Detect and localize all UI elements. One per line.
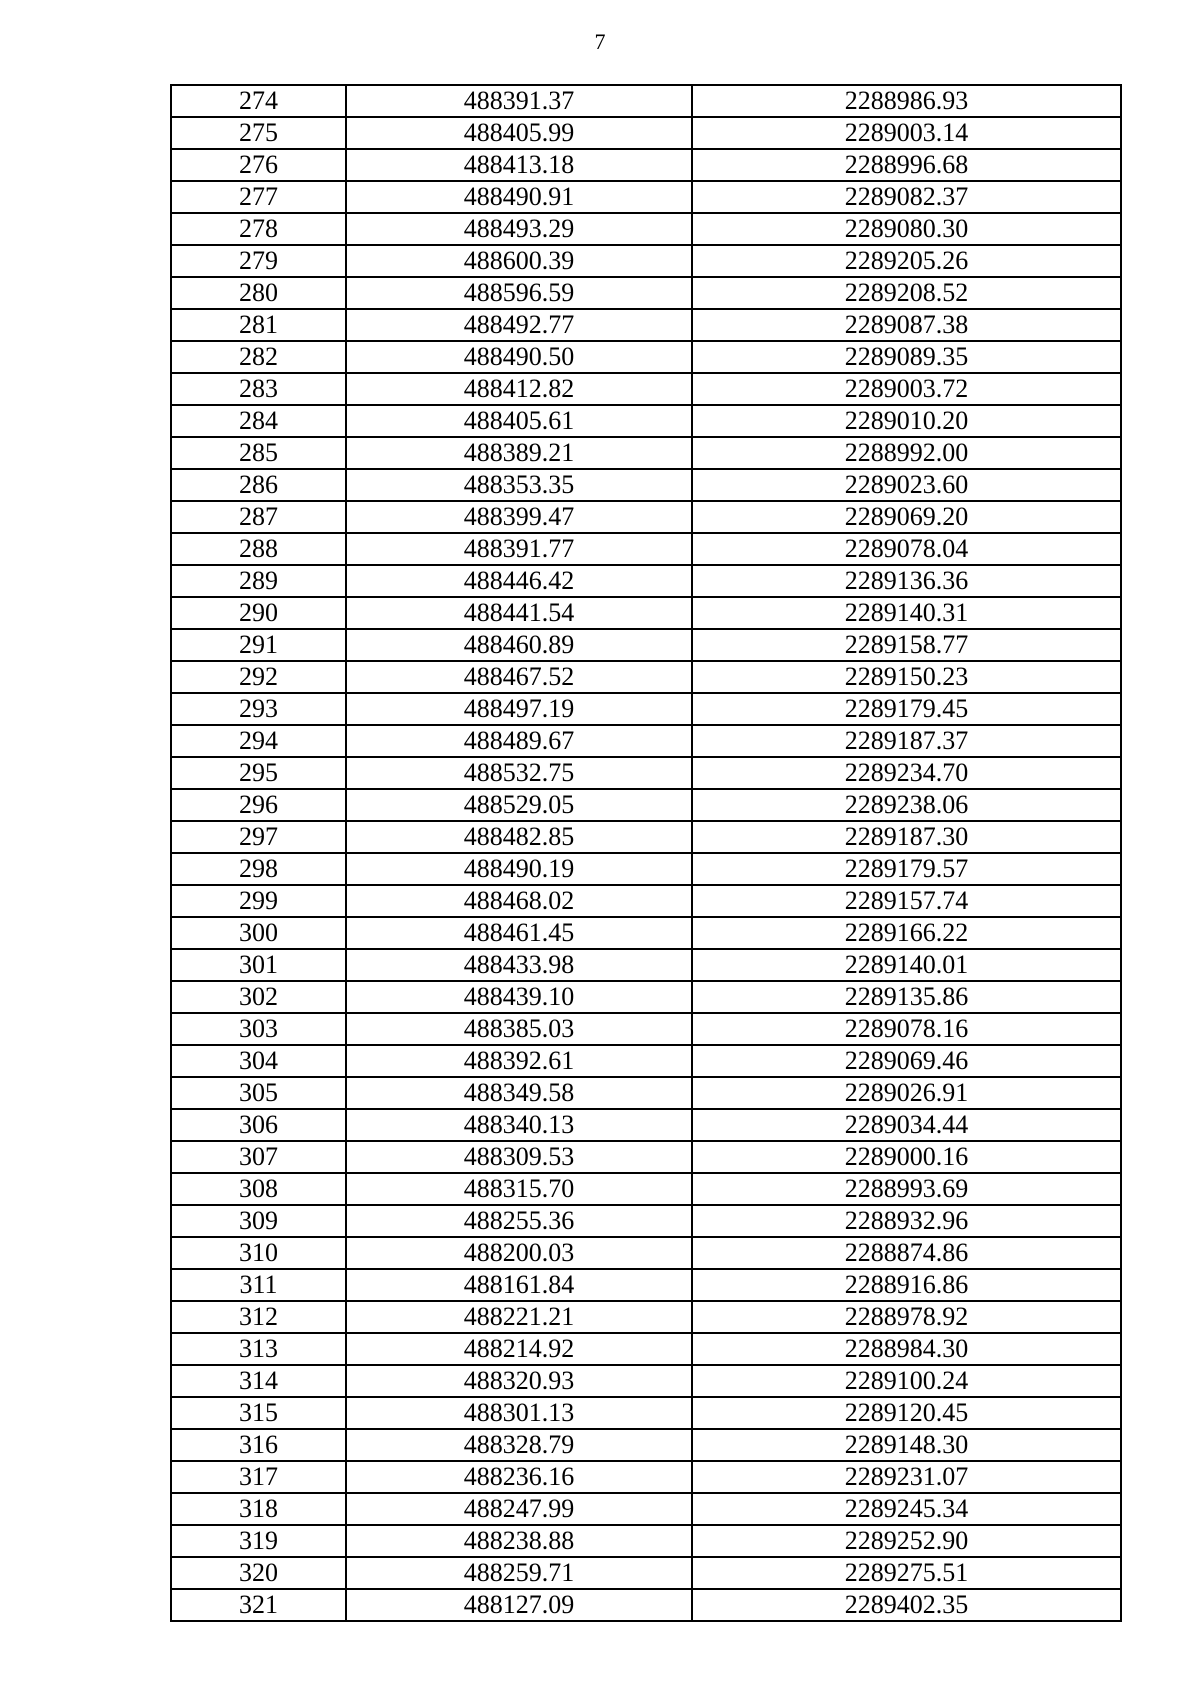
point-number-cell: 284 bbox=[171, 405, 346, 437]
x-coordinate-cell: 488389.21 bbox=[346, 437, 692, 469]
y-coordinate-cell: 2288993.69 bbox=[692, 1173, 1121, 1205]
table-row bbox=[171, 1269, 1121, 1301]
point-number-cell: 312 bbox=[171, 1301, 346, 1333]
y-coordinate-cell: 2289140.31 bbox=[692, 597, 1121, 629]
y-coordinate-cell: 2288996.68 bbox=[692, 149, 1121, 181]
x-coordinate-cell: 488315.70 bbox=[346, 1173, 692, 1205]
point-number-cell: 296 bbox=[171, 789, 346, 821]
x-coordinate-cell: 488340.13 bbox=[346, 1109, 692, 1141]
x-coordinate-cell: 488468.02 bbox=[346, 885, 692, 917]
point-number-cell: 318 bbox=[171, 1493, 346, 1525]
table-row bbox=[171, 565, 1121, 597]
y-coordinate-cell: 2289100.24 bbox=[692, 1365, 1121, 1397]
table-row bbox=[171, 1397, 1121, 1429]
point-number-cell: 291 bbox=[171, 629, 346, 661]
table-row bbox=[171, 85, 1121, 117]
point-number-cell: 283 bbox=[171, 373, 346, 405]
table-row bbox=[171, 725, 1121, 757]
y-coordinate-cell: 2288978.92 bbox=[692, 1301, 1121, 1333]
point-number-cell: 304 bbox=[171, 1045, 346, 1077]
x-coordinate-cell: 488349.58 bbox=[346, 1077, 692, 1109]
coordinates-table bbox=[170, 84, 1122, 1622]
x-coordinate-cell: 488532.75 bbox=[346, 757, 692, 789]
y-coordinate-cell: 2289150.23 bbox=[692, 661, 1121, 693]
y-coordinate-cell: 2289078.16 bbox=[692, 1013, 1121, 1045]
point-number-cell: 316 bbox=[171, 1429, 346, 1461]
table-row bbox=[171, 1365, 1121, 1397]
coordinates-table-body bbox=[171, 85, 1121, 1621]
point-number-cell: 321 bbox=[171, 1589, 346, 1621]
table-row bbox=[171, 597, 1121, 629]
page-number: 7 bbox=[594, 29, 606, 54]
table-row bbox=[171, 789, 1121, 821]
y-coordinate-cell: 2289245.34 bbox=[692, 1493, 1121, 1525]
y-coordinate-cell: 2289120.45 bbox=[692, 1397, 1121, 1429]
table-row bbox=[171, 181, 1121, 213]
x-coordinate-cell: 488439.10 bbox=[346, 981, 692, 1013]
x-coordinate-cell: 488497.19 bbox=[346, 693, 692, 725]
table-row bbox=[171, 1493, 1121, 1525]
table-row bbox=[171, 1013, 1121, 1045]
point-number-cell: 317 bbox=[171, 1461, 346, 1493]
table-row bbox=[171, 437, 1121, 469]
table-row bbox=[171, 949, 1121, 981]
table-row bbox=[171, 1301, 1121, 1333]
table-row bbox=[171, 117, 1121, 149]
table-row bbox=[171, 373, 1121, 405]
y-coordinate-cell: 2289010.20 bbox=[692, 405, 1121, 437]
x-coordinate-cell: 488214.92 bbox=[346, 1333, 692, 1365]
table-row bbox=[171, 629, 1121, 661]
y-coordinate-cell: 2289205.26 bbox=[692, 245, 1121, 277]
table-row bbox=[171, 1525, 1121, 1557]
table-row bbox=[171, 1205, 1121, 1237]
point-number-cell: 301 bbox=[171, 949, 346, 981]
point-number-cell: 305 bbox=[171, 1077, 346, 1109]
y-coordinate-cell: 2289238.06 bbox=[692, 789, 1121, 821]
y-coordinate-cell: 2289078.04 bbox=[692, 533, 1121, 565]
table-row bbox=[171, 1333, 1121, 1365]
x-coordinate-cell: 488399.47 bbox=[346, 501, 692, 533]
y-coordinate-cell: 2289135.86 bbox=[692, 981, 1121, 1013]
point-number-cell: 315 bbox=[171, 1397, 346, 1429]
table-row bbox=[171, 1557, 1121, 1589]
table-row bbox=[171, 469, 1121, 501]
point-number-cell: 294 bbox=[171, 725, 346, 757]
point-number-cell: 287 bbox=[171, 501, 346, 533]
table-row bbox=[171, 885, 1121, 917]
point-number-cell: 313 bbox=[171, 1333, 346, 1365]
x-coordinate-cell: 488600.39 bbox=[346, 245, 692, 277]
table-row bbox=[171, 1141, 1121, 1173]
x-coordinate-cell: 488412.82 bbox=[346, 373, 692, 405]
table-row bbox=[171, 661, 1121, 693]
table-row bbox=[171, 853, 1121, 885]
x-coordinate-cell: 488492.77 bbox=[346, 309, 692, 341]
x-coordinate-cell: 488405.61 bbox=[346, 405, 692, 437]
x-coordinate-cell: 488320.93 bbox=[346, 1365, 692, 1397]
x-coordinate-cell: 488461.45 bbox=[346, 917, 692, 949]
x-coordinate-cell: 488247.99 bbox=[346, 1493, 692, 1525]
x-coordinate-cell: 488460.89 bbox=[346, 629, 692, 661]
x-coordinate-cell: 488301.13 bbox=[346, 1397, 692, 1429]
table-row bbox=[171, 405, 1121, 437]
y-coordinate-cell: 2289234.70 bbox=[692, 757, 1121, 789]
table-row bbox=[171, 1461, 1121, 1493]
table-row bbox=[171, 1077, 1121, 1109]
table-row bbox=[171, 1589, 1121, 1621]
x-coordinate-cell: 488482.85 bbox=[346, 821, 692, 853]
x-coordinate-cell: 488255.36 bbox=[346, 1205, 692, 1237]
y-coordinate-cell: 2289087.38 bbox=[692, 309, 1121, 341]
x-coordinate-cell: 488490.50 bbox=[346, 341, 692, 373]
table-row bbox=[171, 213, 1121, 245]
table-row bbox=[171, 917, 1121, 949]
x-coordinate-cell: 488238.88 bbox=[346, 1525, 692, 1557]
x-coordinate-cell: 488391.37 bbox=[346, 85, 692, 117]
x-coordinate-cell: 488489.67 bbox=[346, 725, 692, 757]
table-row bbox=[171, 533, 1121, 565]
y-coordinate-cell: 2288874.86 bbox=[692, 1237, 1121, 1269]
table-row bbox=[171, 309, 1121, 341]
x-coordinate-cell: 488405.99 bbox=[346, 117, 692, 149]
y-coordinate-cell: 2289157.74 bbox=[692, 885, 1121, 917]
point-number-cell: 292 bbox=[171, 661, 346, 693]
table-row bbox=[171, 149, 1121, 181]
y-coordinate-cell: 2289208.52 bbox=[692, 277, 1121, 309]
point-number-cell: 280 bbox=[171, 277, 346, 309]
y-coordinate-cell: 2289148.30 bbox=[692, 1429, 1121, 1461]
point-number-cell: 275 bbox=[171, 117, 346, 149]
y-coordinate-cell: 2289069.46 bbox=[692, 1045, 1121, 1077]
point-number-cell: 308 bbox=[171, 1173, 346, 1205]
table-row bbox=[171, 245, 1121, 277]
y-coordinate-cell: 2289187.37 bbox=[692, 725, 1121, 757]
point-number-cell: 311 bbox=[171, 1269, 346, 1301]
x-coordinate-cell: 488221.21 bbox=[346, 1301, 692, 1333]
point-number-cell: 306 bbox=[171, 1109, 346, 1141]
point-number-cell: 319 bbox=[171, 1525, 346, 1557]
table-row bbox=[171, 981, 1121, 1013]
table-row bbox=[171, 1429, 1121, 1461]
y-coordinate-cell: 2289179.45 bbox=[692, 693, 1121, 725]
table-row bbox=[171, 277, 1121, 309]
x-coordinate-cell: 488493.29 bbox=[346, 213, 692, 245]
y-coordinate-cell: 2289136.36 bbox=[692, 565, 1121, 597]
point-number-cell: 274 bbox=[171, 85, 346, 117]
table-row bbox=[171, 693, 1121, 725]
y-coordinate-cell: 2288916.86 bbox=[692, 1269, 1121, 1301]
point-number-cell: 282 bbox=[171, 341, 346, 373]
x-coordinate-cell: 488391.77 bbox=[346, 533, 692, 565]
x-coordinate-cell: 488236.16 bbox=[346, 1461, 692, 1493]
x-coordinate-cell: 488413.18 bbox=[346, 149, 692, 181]
point-number-cell: 307 bbox=[171, 1141, 346, 1173]
table-row bbox=[171, 757, 1121, 789]
point-number-cell: 293 bbox=[171, 693, 346, 725]
y-coordinate-cell: 2289140.01 bbox=[692, 949, 1121, 981]
y-coordinate-cell: 2289069.20 bbox=[692, 501, 1121, 533]
point-number-cell: 288 bbox=[171, 533, 346, 565]
y-coordinate-cell: 2289166.22 bbox=[692, 917, 1121, 949]
x-coordinate-cell: 488441.54 bbox=[346, 597, 692, 629]
y-coordinate-cell: 2288932.96 bbox=[692, 1205, 1121, 1237]
y-coordinate-cell: 2289026.91 bbox=[692, 1077, 1121, 1109]
point-number-cell: 285 bbox=[171, 437, 346, 469]
y-coordinate-cell: 2289231.07 bbox=[692, 1461, 1121, 1493]
y-coordinate-cell: 2288984.30 bbox=[692, 1333, 1121, 1365]
y-coordinate-cell: 2289089.35 bbox=[692, 341, 1121, 373]
y-coordinate-cell: 2289158.77 bbox=[692, 629, 1121, 661]
x-coordinate-cell: 488596.59 bbox=[346, 277, 692, 309]
point-number-cell: 295 bbox=[171, 757, 346, 789]
point-number-cell: 298 bbox=[171, 853, 346, 885]
x-coordinate-cell: 488328.79 bbox=[346, 1429, 692, 1461]
y-coordinate-cell: 2289080.30 bbox=[692, 213, 1121, 245]
x-coordinate-cell: 488309.53 bbox=[346, 1141, 692, 1173]
y-coordinate-cell: 2289000.16 bbox=[692, 1141, 1121, 1173]
x-coordinate-cell: 488385.03 bbox=[346, 1013, 692, 1045]
y-coordinate-cell: 2289187.30 bbox=[692, 821, 1121, 853]
point-number-cell: 276 bbox=[171, 149, 346, 181]
point-number-cell: 289 bbox=[171, 565, 346, 597]
table-row bbox=[171, 341, 1121, 373]
x-coordinate-cell: 488353.35 bbox=[346, 469, 692, 501]
y-coordinate-cell: 2288986.93 bbox=[692, 85, 1121, 117]
point-number-cell: 279 bbox=[171, 245, 346, 277]
y-coordinate-cell: 2289003.14 bbox=[692, 117, 1121, 149]
x-coordinate-cell: 488161.84 bbox=[346, 1269, 692, 1301]
table-row bbox=[171, 1109, 1121, 1141]
table-row bbox=[171, 501, 1121, 533]
x-coordinate-cell: 488490.19 bbox=[346, 853, 692, 885]
point-number-cell: 290 bbox=[171, 597, 346, 629]
x-coordinate-cell: 488392.61 bbox=[346, 1045, 692, 1077]
table-row bbox=[171, 1173, 1121, 1205]
x-coordinate-cell: 488446.42 bbox=[346, 565, 692, 597]
y-coordinate-cell: 2289179.57 bbox=[692, 853, 1121, 885]
x-coordinate-cell: 488490.91 bbox=[346, 181, 692, 213]
table-row bbox=[171, 1045, 1121, 1077]
point-number-cell: 281 bbox=[171, 309, 346, 341]
x-coordinate-cell: 488259.71 bbox=[346, 1557, 692, 1589]
y-coordinate-cell: 2289023.60 bbox=[692, 469, 1121, 501]
x-coordinate-cell: 488529.05 bbox=[346, 789, 692, 821]
point-number-cell: 277 bbox=[171, 181, 346, 213]
point-number-cell: 300 bbox=[171, 917, 346, 949]
y-coordinate-cell: 2289034.44 bbox=[692, 1109, 1121, 1141]
point-number-cell: 278 bbox=[171, 213, 346, 245]
point-number-cell: 302 bbox=[171, 981, 346, 1013]
y-coordinate-cell: 2289402.35 bbox=[692, 1589, 1121, 1621]
point-number-cell: 314 bbox=[171, 1365, 346, 1397]
y-coordinate-cell: 2289082.37 bbox=[692, 181, 1121, 213]
y-coordinate-cell: 2288992.00 bbox=[692, 437, 1121, 469]
point-number-cell: 286 bbox=[171, 469, 346, 501]
y-coordinate-cell: 2289275.51 bbox=[692, 1557, 1121, 1589]
table-row bbox=[171, 1237, 1121, 1269]
y-coordinate-cell: 2289252.90 bbox=[692, 1525, 1121, 1557]
x-coordinate-cell: 488200.03 bbox=[346, 1237, 692, 1269]
x-coordinate-cell: 488433.98 bbox=[346, 949, 692, 981]
y-coordinate-cell: 2289003.72 bbox=[692, 373, 1121, 405]
x-coordinate-cell: 488467.52 bbox=[346, 661, 692, 693]
point-number-cell: 320 bbox=[171, 1557, 346, 1589]
point-number-cell: 297 bbox=[171, 821, 346, 853]
point-number-cell: 309 bbox=[171, 1205, 346, 1237]
point-number-cell: 303 bbox=[171, 1013, 346, 1045]
x-coordinate-cell: 488127.09 bbox=[346, 1589, 692, 1621]
point-number-cell: 310 bbox=[171, 1237, 346, 1269]
point-number-cell: 299 bbox=[171, 885, 346, 917]
table-row bbox=[171, 821, 1121, 853]
